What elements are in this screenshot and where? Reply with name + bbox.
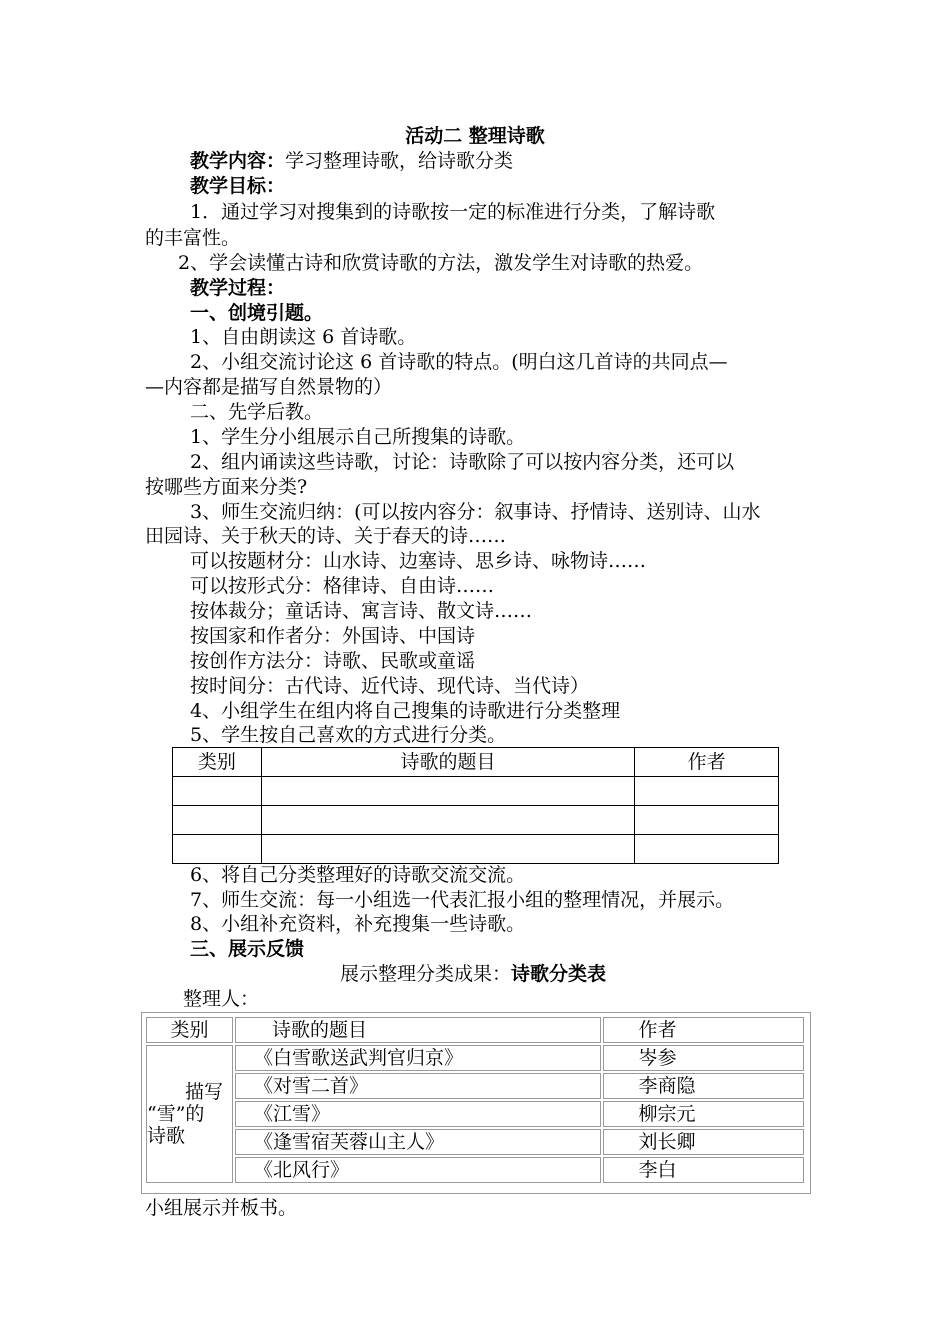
step-2-3b: 田园诗、关于秋天的诗、关于春天的诗…… xyxy=(145,525,507,547)
goal1-line-b: 的丰富性。 xyxy=(145,227,241,249)
step-2-4: 4、小组学生在组内将自己搜集的诗歌进行分类整理 xyxy=(190,700,621,722)
goal1-line-a: 1．通过学习对搜集到的诗歌按一定的标准进行分类，了解诗歌 xyxy=(190,201,716,223)
section2-heading: 二、先学后教。 xyxy=(190,401,324,423)
header-author: 作者 xyxy=(635,748,779,777)
poem-title-cell: 《白雪歌送武判官归京》 xyxy=(235,1045,601,1071)
table-row xyxy=(146,1073,804,1099)
header-category: 类别 xyxy=(146,1017,233,1043)
blank-classification-table xyxy=(172,747,779,864)
step-2-5: 5、学生按自己喜欢的方式进行分类。 xyxy=(190,724,507,746)
step-2-3a: 3、师生交流归纳：(可以按内容分：叙事诗、抒情诗、送别诗、山水 xyxy=(190,501,761,523)
header-poem-title: 诗歌的题目 xyxy=(235,1017,601,1043)
section3-heading: 三、展示反馈 xyxy=(190,938,305,960)
process-label: 教学过程： xyxy=(190,277,286,299)
table-cell xyxy=(635,806,779,835)
category-line: 诗歌 xyxy=(147,1125,186,1147)
category-line: “雪”的 xyxy=(147,1103,205,1125)
content-value: 学习整理诗歌，给诗歌分类 xyxy=(285,150,514,172)
poem-classification-table xyxy=(144,1015,806,1185)
table-header-row xyxy=(173,748,779,777)
step-2-7: 7、师生交流：每一小组选一代表汇报小组的整理情况，并展示。 xyxy=(190,889,735,911)
step-1-2a: 2、小组交流讨论这 6 首诗歌的特点。(明白这几首诗的共同点— xyxy=(190,351,728,373)
header-category: 类别 xyxy=(173,748,262,777)
step-2-6: 6、将自己分类整理好的诗歌交流交流。 xyxy=(190,864,526,886)
showcase-line xyxy=(340,962,606,986)
poem-classification-table-frame xyxy=(141,1012,811,1194)
table-cell xyxy=(635,835,779,864)
step-2-8: 8、小组补充资料，补充搜集一些诗歌。 xyxy=(190,913,526,935)
page-title: 活动二 整理诗歌 xyxy=(405,125,545,147)
step-2-2b: 按哪些方面来分类? xyxy=(145,476,308,498)
table-row xyxy=(146,1101,804,1127)
step-2-1: 1、学生分小组展示自己所搜集的诗歌。 xyxy=(190,426,526,448)
author-cell: 李白 xyxy=(603,1157,804,1183)
step-1-2b: —内容都是描写自然景物的） xyxy=(145,376,393,398)
table-row xyxy=(173,835,779,864)
class-by-time: 按时间分：古代诗、近代诗、现代诗、当代诗） xyxy=(190,675,590,697)
class-by-subject: 可以按题材分：山水诗、边塞诗、思乡诗、咏物诗…… xyxy=(190,550,647,572)
table-cell xyxy=(173,806,262,835)
table-row xyxy=(146,1157,804,1183)
header-poem-title: 诗歌的题目 xyxy=(261,748,634,777)
table-cell xyxy=(261,806,634,835)
table-cell xyxy=(261,835,634,864)
goal-label: 教学目标： xyxy=(190,175,286,197)
showcase-prefix: 展示整理分类成果： xyxy=(340,963,512,985)
table-cell xyxy=(173,777,262,806)
author-cell: 岑参 xyxy=(603,1045,804,1071)
poem-title-cell: 《逢雪宿芙蓉山主人》 xyxy=(235,1129,601,1155)
author-cell: 李商隐 xyxy=(603,1073,804,1099)
table-cell xyxy=(261,777,634,806)
category-line: 描写 xyxy=(185,1081,224,1103)
organizer-label: 整理人： xyxy=(183,988,260,1010)
table-row xyxy=(173,777,779,806)
class-by-genre: 按体裁分；童话诗、寓言诗、散文诗…… xyxy=(190,600,533,622)
table-row xyxy=(146,1129,804,1155)
poem-title-cell: 《对雪二首》 xyxy=(235,1073,601,1099)
class-by-form: 可以按形式分：格律诗、自由诗…… xyxy=(190,575,495,597)
table-row xyxy=(146,1045,804,1071)
author-cell: 刘长卿 xyxy=(603,1129,804,1155)
header-author: 作者 xyxy=(603,1017,804,1043)
class-by-country: 按国家和作者分：外国诗、中国诗 xyxy=(190,625,476,647)
poem-title-cell: 《北风行》 xyxy=(235,1157,601,1183)
table-header-row xyxy=(146,1017,804,1043)
category-cell xyxy=(146,1045,233,1183)
closing-line: 小组展示并板书。 xyxy=(145,1197,298,1219)
poem-title-cell: 《江雪》 xyxy=(235,1101,601,1127)
table-cell xyxy=(635,777,779,806)
author-cell: 柳宗元 xyxy=(603,1101,804,1127)
step-1-1: 1、自由朗读这 6 首诗歌。 xyxy=(190,326,417,348)
class-by-method: 按创作方法分：诗歌、民歌或童谣 xyxy=(190,650,476,672)
goal2-line: 2、学会读懂古诗和欣赏诗歌的方法，激发学生对诗歌的热爱。 xyxy=(178,252,704,274)
content-row xyxy=(190,149,513,173)
step-2-2a: 2、组内诵读这些诗歌，讨论：诗歌除了可以按内容分类，还可以 xyxy=(190,451,735,473)
section1-heading: 一、创境引题。 xyxy=(190,302,324,324)
table-row xyxy=(173,806,779,835)
showcase-table-title: 诗歌分类表 xyxy=(511,963,607,985)
content-label: 教学内容： xyxy=(190,150,286,172)
table-cell xyxy=(173,835,262,864)
